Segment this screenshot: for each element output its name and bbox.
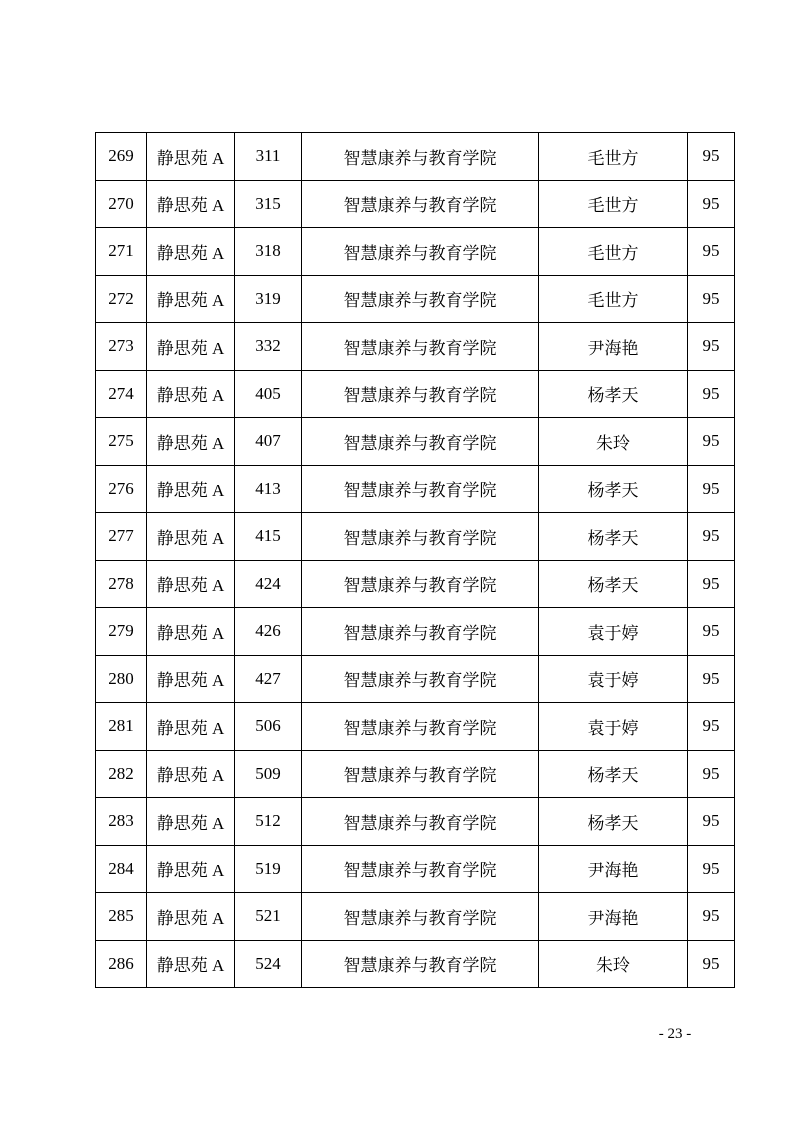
college-cell: 智慧康养与教育学院 bbox=[302, 798, 539, 846]
college-cell: 智慧康养与教育学院 bbox=[302, 655, 539, 703]
room-number-cell: 509 bbox=[235, 750, 302, 798]
row-number-cell: 277 bbox=[96, 513, 147, 561]
building-cell: 静思苑 A bbox=[147, 798, 235, 846]
table-body bbox=[96, 133, 735, 988]
table-row bbox=[96, 513, 735, 561]
supervisor-name-cell: 袁于婷 bbox=[539, 703, 688, 751]
table-row bbox=[96, 608, 735, 656]
room-number-cell: 427 bbox=[235, 655, 302, 703]
supervisor-name-cell: 袁于婷 bbox=[539, 655, 688, 703]
building-cell: 静思苑 A bbox=[147, 513, 235, 561]
supervisor-name-cell: 杨孝天 bbox=[539, 560, 688, 608]
row-number-cell: 275 bbox=[96, 418, 147, 466]
table-row bbox=[96, 560, 735, 608]
row-number-cell: 282 bbox=[96, 750, 147, 798]
row-number-cell: 281 bbox=[96, 703, 147, 751]
score-cell: 95 bbox=[688, 845, 735, 893]
college-cell: 智慧康养与教育学院 bbox=[302, 180, 539, 228]
row-number-cell: 269 bbox=[96, 133, 147, 181]
row-number-cell: 273 bbox=[96, 323, 147, 371]
row-number-cell: 283 bbox=[96, 798, 147, 846]
building-cell: 静思苑 A bbox=[147, 940, 235, 988]
table-row bbox=[96, 228, 735, 276]
row-number-cell: 279 bbox=[96, 608, 147, 656]
row-number-cell: 276 bbox=[96, 465, 147, 513]
table-row bbox=[96, 893, 735, 941]
college-cell: 智慧康养与教育学院 bbox=[302, 940, 539, 988]
building-cell: 静思苑 A bbox=[147, 703, 235, 751]
supervisor-name-cell: 尹海艳 bbox=[539, 323, 688, 371]
supervisor-name-cell: 毛世方 bbox=[539, 228, 688, 276]
score-cell: 95 bbox=[688, 608, 735, 656]
building-cell: 静思苑 A bbox=[147, 608, 235, 656]
score-cell: 95 bbox=[688, 513, 735, 561]
college-cell: 智慧康养与教育学院 bbox=[302, 370, 539, 418]
room-number-cell: 318 bbox=[235, 228, 302, 276]
score-cell: 95 bbox=[688, 228, 735, 276]
score-cell: 95 bbox=[688, 893, 735, 941]
college-cell: 智慧康养与教育学院 bbox=[302, 513, 539, 561]
building-cell: 静思苑 A bbox=[147, 418, 235, 466]
row-number-cell: 272 bbox=[96, 275, 147, 323]
score-cell: 95 bbox=[688, 180, 735, 228]
row-number-cell: 270 bbox=[96, 180, 147, 228]
score-cell: 95 bbox=[688, 370, 735, 418]
room-number-cell: 512 bbox=[235, 798, 302, 846]
room-number-cell: 407 bbox=[235, 418, 302, 466]
building-cell: 静思苑 A bbox=[147, 655, 235, 703]
supervisor-name-cell: 朱玲 bbox=[539, 418, 688, 466]
college-cell: 智慧康养与教育学院 bbox=[302, 750, 539, 798]
supervisor-name-cell: 杨孝天 bbox=[539, 370, 688, 418]
table-row bbox=[96, 275, 735, 323]
row-number-cell: 278 bbox=[96, 560, 147, 608]
building-cell: 静思苑 A bbox=[147, 133, 235, 181]
supervisor-name-cell: 杨孝天 bbox=[539, 798, 688, 846]
table-row bbox=[96, 703, 735, 751]
dormitory-score-table bbox=[95, 132, 735, 988]
room-number-cell: 415 bbox=[235, 513, 302, 561]
score-cell: 95 bbox=[688, 798, 735, 846]
college-cell: 智慧康养与教育学院 bbox=[302, 845, 539, 893]
score-cell: 95 bbox=[688, 133, 735, 181]
building-cell: 静思苑 A bbox=[147, 323, 235, 371]
room-number-cell: 424 bbox=[235, 560, 302, 608]
supervisor-name-cell: 毛世方 bbox=[539, 275, 688, 323]
building-cell: 静思苑 A bbox=[147, 750, 235, 798]
supervisor-name-cell: 杨孝天 bbox=[539, 750, 688, 798]
row-number-cell: 284 bbox=[96, 845, 147, 893]
supervisor-name-cell: 尹海艳 bbox=[539, 845, 688, 893]
college-cell: 智慧康养与教育学院 bbox=[302, 608, 539, 656]
page-number: - 23 - bbox=[658, 1026, 692, 1042]
room-number-cell: 521 bbox=[235, 893, 302, 941]
table-row bbox=[96, 750, 735, 798]
table-row bbox=[96, 845, 735, 893]
supervisor-name-cell: 袁于婷 bbox=[539, 608, 688, 656]
table-row bbox=[96, 465, 735, 513]
college-cell: 智慧康养与教育学院 bbox=[302, 893, 539, 941]
building-cell: 静思苑 A bbox=[147, 893, 235, 941]
table-row bbox=[96, 940, 735, 988]
room-number-cell: 405 bbox=[235, 370, 302, 418]
row-number-cell: 271 bbox=[96, 228, 147, 276]
supervisor-name-cell: 朱玲 bbox=[539, 940, 688, 988]
supervisor-name-cell: 毛世方 bbox=[539, 133, 688, 181]
row-number-cell: 274 bbox=[96, 370, 147, 418]
room-number-cell: 506 bbox=[235, 703, 302, 751]
score-cell: 95 bbox=[688, 275, 735, 323]
college-cell: 智慧康养与教育学院 bbox=[302, 323, 539, 371]
building-cell: 静思苑 A bbox=[147, 275, 235, 323]
room-number-cell: 332 bbox=[235, 323, 302, 371]
building-cell: 静思苑 A bbox=[147, 845, 235, 893]
score-cell: 95 bbox=[688, 703, 735, 751]
college-cell: 智慧康养与教育学院 bbox=[302, 133, 539, 181]
college-cell: 智慧康养与教育学院 bbox=[302, 560, 539, 608]
building-cell: 静思苑 A bbox=[147, 228, 235, 276]
building-cell: 静思苑 A bbox=[147, 180, 235, 228]
college-cell: 智慧康养与教育学院 bbox=[302, 275, 539, 323]
supervisor-name-cell: 杨孝天 bbox=[539, 465, 688, 513]
room-number-cell: 524 bbox=[235, 940, 302, 988]
table-row bbox=[96, 418, 735, 466]
score-cell: 95 bbox=[688, 940, 735, 988]
room-number-cell: 319 bbox=[235, 275, 302, 323]
college-cell: 智慧康养与教育学院 bbox=[302, 418, 539, 466]
row-number-cell: 286 bbox=[96, 940, 147, 988]
room-number-cell: 519 bbox=[235, 845, 302, 893]
table-row bbox=[96, 323, 735, 371]
row-number-cell: 285 bbox=[96, 893, 147, 941]
table-row bbox=[96, 370, 735, 418]
score-cell: 95 bbox=[688, 323, 735, 371]
room-number-cell: 426 bbox=[235, 608, 302, 656]
table-row bbox=[96, 180, 735, 228]
table-row bbox=[96, 133, 735, 181]
row-number-cell: 280 bbox=[96, 655, 147, 703]
supervisor-name-cell: 毛世方 bbox=[539, 180, 688, 228]
supervisor-name-cell: 杨孝天 bbox=[539, 513, 688, 561]
table-row bbox=[96, 798, 735, 846]
room-number-cell: 413 bbox=[235, 465, 302, 513]
score-cell: 95 bbox=[688, 560, 735, 608]
room-number-cell: 315 bbox=[235, 180, 302, 228]
supervisor-name-cell: 尹海艳 bbox=[539, 893, 688, 941]
college-cell: 智慧康养与教育学院 bbox=[302, 228, 539, 276]
building-cell: 静思苑 A bbox=[147, 465, 235, 513]
building-cell: 静思苑 A bbox=[147, 370, 235, 418]
room-number-cell: 311 bbox=[235, 133, 302, 181]
score-cell: 95 bbox=[688, 465, 735, 513]
score-cell: 95 bbox=[688, 418, 735, 466]
college-cell: 智慧康养与教育学院 bbox=[302, 703, 539, 751]
score-cell: 95 bbox=[688, 655, 735, 703]
college-cell: 智慧康养与教育学院 bbox=[302, 465, 539, 513]
score-cell: 95 bbox=[688, 750, 735, 798]
building-cell: 静思苑 A bbox=[147, 560, 235, 608]
table-row bbox=[96, 655, 735, 703]
